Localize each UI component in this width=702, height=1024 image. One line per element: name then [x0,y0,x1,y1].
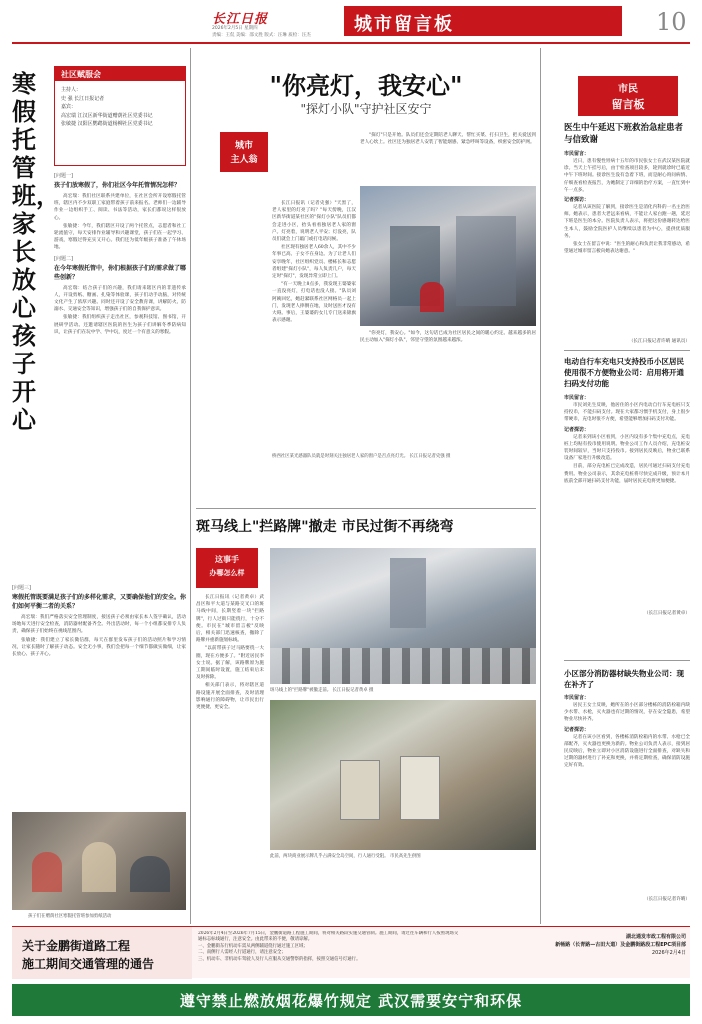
article-paragraph: 近日，患有慢性胃病十五年的市民张女士在武汉某医院就诊。当天上午挂号后，由于检查项目较多，轮到就诊时已临近中午下班时间。接诊医生没有急着下班，而是耐心询问病情、仔细查看检查报告，为她制定了详细的治疗方案，一直忙到中午一点多。 [564,159,690,193]
tag-citizen-message: 市民留言： [564,395,590,401]
q3-label: [问题三] [12,585,31,591]
notice-issuer: 湖北通发市政工程有限公司 [625,934,686,940]
masthead [212,6,692,40]
photo-figure [82,842,116,892]
article-paragraph: 长江日报讯（记者史强）"天黑了，老人家里的灯亮了吗？"每天傍晚，江汉区新华街道某社区的"探灯小队"队员们都会走进小区，抬头看看独居老人家的窗户。灯亮着，说明老人平安；灯没亮，队员们就会上门敲门或打电话问候。 [272,201,356,243]
sign-photo [270,700,536,850]
notice-date: 2026年2月4日 [651,950,686,956]
article-paragraph: 长江日报讯（记者黄卓）武昌区和平大道与某路交叉口的斑马线中间，长期竖着一块"拦路牌"，行人过街只能绕行，十分不便。市民在"城市留言板"反映后，相关部门迅速核查，撤除了路牌并重新施划标线。 [196,595,264,644]
tag-reporter-visit: 记者探访： [564,426,590,433]
q2-label: [问题二] [54,255,73,262]
q2-answer-2: 张敏捷：我们组织孩子走出社区，参观科技馆、图书馆，开展研学活动。还邀请辖区医院的医生为孩子们讲解冬季防病知识，让孩子们在玩中学、学中玩，度过一个有意义的寒假。 [54,315,186,335]
center-photo [360,186,536,326]
participant-line: 张敏捷 汉阳区鹦鹉街道杨柳社区党委书记 [61,121,153,127]
participant-line: 史 强 长江日报记者 [61,95,105,102]
section-divider [564,660,690,661]
article-paragraph: 居民王女士反映，她所在的小区部分楼栋的消防栓箱内缺少水带、水枪，灭火器也有过期的情况，存在安全隐患，希望物业尽快补齐。 [564,703,690,723]
tag-reporter-visit: 记者探访： [564,726,590,733]
q2-question: 在今年寒假托管中，你们根据孩子们的需求做了哪些创新？ [54,264,186,281]
photo-figure [130,856,170,892]
lower-headline: 斑马线上"拦路牌"撤走 市民过街不再绕弯 [196,519,454,535]
photo-sign-board [400,756,440,820]
badge-line-1: 城市 [234,141,253,151]
photo-person [420,282,444,312]
photo-sign-board [340,760,380,820]
traffic-notice [12,926,690,978]
forum-box [54,66,186,166]
right-h2: 电动自行车充电只支持投币小区居民使用很不方便物业公司：启用将开通扫码支付功能 [564,357,684,388]
article-paragraph: 市民刘先生反映，他居住的小区内电动自行车充电桩只支持投币，不能扫码支付。现在大家都习惯手机支付，身上很少带硬币，充电时很不方便，希望能够增加扫码支付功能。 [564,403,690,423]
forum-qa-1 [54,172,186,580]
q1-label: [问题一] [54,173,73,179]
article-paragraph: "有一天晚上8点多，我发现王婆婆家一直没亮灯，打电话也没人接。"队员刘阿姨回忆，她赶紧联系社区网格员一起上门，发现老人摔倒在地，及时送医才没有大碍。事后，王婆婆的女儿专门送来锦旗表示感谢。 [272,282,356,324]
center-article-col-1 [272,200,356,450]
q3-answer-1: 高宏瑞：我们严格落实安全管理制度，接送孩子必须由家长本人签字确认，活动场地每天进行安全检查，消防器材配备齐全。外出活动时，每一个小组都安排专人负责，确保孩子们始终在视线范围内。 [12,615,186,635]
tag-citizen-message: 市民留言： [564,151,590,157]
badge-line-1: 市民 [618,84,638,95]
crosswalk-photo-caption: 斑马线上的"拦路牌"被撤走前。 长江日报记者黄卓 摄 [270,688,374,693]
notice-issuer-2: 新畅路（长青路—古田大道）及金鹏街路段工程EPC项目部 [555,942,686,948]
crosswalk-photo [270,548,536,684]
center-headline: "你亮灯，我安心" [269,71,463,100]
section-banner [344,6,622,36]
section-divider [196,508,536,509]
center-article-col-2 [360,132,536,182]
city-owner-badge [220,132,268,172]
notice-title-2: 施工期间交通管理的通告 [22,957,155,971]
participant-line: 主持人： [61,87,82,93]
notice-title-block [12,927,192,979]
right-article-2 [564,394,690,608]
forum-qa-2 [12,584,186,810]
section-title: 城市留言板 [354,14,454,35]
q1-question: 孩子们放寒假了，你们社区今年托管情况怎样？ [54,182,181,189]
top-rule [12,42,690,44]
q2-answer-1: 高宏瑞：结合孩子们的兴趣，我们请来辖区内的非遗传承人，开设剪纸、糖画、扎染等体验课，孩子们动手动脑，对传统文化产生了浓厚兴趣。同时还开设了安全教育课，讲解防火、防溺水、交通安全等知识，增强孩子们的自我保护意识。 [54,285,186,313]
column-divider [540,48,541,924]
footer-banner [12,984,690,1016]
right-article-1 [564,150,690,336]
notice-body [198,931,460,977]
how-is-it-badge [196,548,258,588]
center-subheadline: "探灯小队"守护社区安宁 [300,102,432,116]
q3-question: 寒假托管既要满足孩子们的多样化需求，又要确保他们的安全。你们如何平衡二者的关系？ [12,594,186,610]
article-paragraph: "探灯"只是开始。队员们还会定期陪老人聊天、帮忙买菜、打扫卫生，把关爱送到老人心坎上。社区还为独居老人安装了智能烟感、紧急呼叫等设备，织密安全防护网。 [360,133,536,146]
article-paragraph: 记者来到该小区看到，小区内设有多个集中充电点，充电桩上均贴有投币使用说明。物业公司工作人员介绍，充电桩安装时间较早，当时只支持投币。接到居民反映后，物业已联系设备厂家进行升级改造。 [564,434,690,462]
article-paragraph: 张女士在留言中说："医生的耐心和负责让我非常感动，希望通过城市留言板向她表达谢意。" [564,242,690,255]
forum-box-title: 社区赋服会 [61,70,101,79]
article-paragraph: 记者从该医院了解到，接诊医生是消化内科的一名主治医师。她表示，患者大老远来看病，不能让人家白跑一趟，延迟下班是医生的本分。医院负责人表示，将把这份感谢转达给医生本人，鼓励全院医护人员继续以患者为中心，提供优质服务。 [564,205,690,239]
article-paragraph: 社区现有独居老人60余人，其中不少年事已高、子女不在身边。为了让老人们安享晚年，社区组织党员、楼栋长和志愿者组建"探灯小队"，每人负责几户，每天定时"探灯"，发现异常立即上门。 [272,245,356,280]
forum-participants [61,86,181,129]
article-paragraph: "你亮灯，我安心。"如今，这句话已成为社区居民之间的暖心约定。越来越多的居民主动加入"探灯小队"，邻里守望的氛围越来越浓。 [360,331,536,344]
forum-box-header [55,67,185,81]
badge-line-2: 留言板 [611,98,645,111]
notice-issuer-block [466,933,686,957]
newspaper-logo: 长江日报 [212,12,269,27]
column-divider [190,48,191,924]
photo-building [456,216,516,306]
article-paragraph: 记者在该小区看到，各楼栋消防栓箱内的水带、水枪已全部配齐，灭火器也更换为新的。物业公司负责人表示，接到居民反映后，物业立即对小区消防设施进行全面排查，对缺失和过期的器材进行了补充和更换，并将定期检查，确保消防设施完好有效。 [564,734,690,769]
tag-reporter-visit: 记者探访： [564,197,590,204]
right-article-3 [564,694,690,894]
article-paragraph: 相关部门表示，将对辖区道路设施开展全面排查，及时清理影响通行的障碍物，让市民出行更便捷、更安全。 [196,683,264,711]
left-photo [12,812,186,910]
lower-article-col [196,594,264,864]
tag-citizen-message: 市民留言： [564,695,590,701]
photo-figure [32,852,62,892]
right-h3: 小区部分消防器材缺失物业公司：现在补齐了 [564,669,684,689]
notice-title-1: 关于金鹏街道路工程 [22,939,131,953]
center-article-col-3 [360,330,536,450]
notice-item: 二、南侧行人需经人行道通行，请注意安全； [198,950,286,956]
participant-line: 高宏瑞 江汉区新华街道赠荫社区党委书记 [61,112,153,119]
badge-line-2: 办哪怎么样 [209,569,245,577]
footer-banner-text: 遵守禁止燃放烟花爆竹规定 武汉需要安宁和环保 [179,992,523,1010]
left-photo-caption: 孩子们在赠荫社区寒假托管班参加剪纸活动 [28,914,112,919]
q1-answer-2: 张敏捷：今年，我们辖区开设了两个托管点，志愿者和社工轮流值守，每天安排作业辅导和兴趣课堂，孩子们在一起学习、游戏，寒假过得充实又开心。我们还为低年级孩子准备了午休场地。 [54,223,186,251]
badge-line-2: 主人翁 [230,155,258,165]
badge-line-1: 这事手 [215,555,239,564]
participant-line: 嘉宾： [61,104,77,110]
q3-answer-2: 张敏捷：我们建立了家长微信群，每天在群里发布孩子们的活动照片和学习情况，让家长随时了解孩子动态。安全无小事，我们会把每一个细节都做实做细，让家长放心、孩子开心。 [12,637,186,658]
right-credit-2: （长江日报记者黄卓） [644,611,690,616]
photo-building [390,558,426,628]
right-h1: 医生中午延迟下班救治急症患者与信致谢 [564,123,684,145]
notice-item: 三、机动车、非机动车驾驶人及行人应服从交通警察的指挥，按照交通信号灯通行。 [198,956,361,962]
article-paragraph: 目前，部分充电桩已完成改造，居民可通过扫码支付充电费用。物业公司表示，其余充电桩将尽快完成升级，预计本月底前全部开通扫码支付功能，届时居民充电将更加便捷。 [564,464,690,484]
center-photo-caption: 桥西社区某光感器队员就是时刻关注独居老人家的窗户是否点亮灯光。 长江日报记者史强 摄 [272,454,451,459]
notice-item: 一、金鹏街东行机动车需从两侧辅道绕行通过施工区域； [198,943,308,949]
article-paragraph: "以前带孩子过马路要绕一大圈，现在方便多了。"附近居民李女士说。据了解，该路牌原为施工期间临时设置，施工结束后未及时拆除。 [196,646,264,681]
sign-photo-caption: 此前，两块商业展示牌几乎占满安全岛空间，行人通行受阻。 市民高先生供图 [270,854,421,859]
notice-text: 2026年2月4日至2026年7月15日，金鹏街道路工程施工期间，将对相关路段实施交通管制。施工期间，请过往车辆和行人按照现场交通标志标线通行，注意安全。由此带来的不便，敬请谅解。 [198,931,459,943]
citizen-board-badge [578,76,678,116]
page-number: 10 [656,8,687,36]
photo-crosswalk [270,648,536,684]
issue-date: 2026年2月5日 星期四 [212,26,258,31]
right-credit-1: （长江日报记者许晴 通讯员） [628,339,690,344]
left-headline-text: 寒假托管班，家长放心孩子开心 [12,69,60,434]
q1-answer-1: 高宏瑞：我们社区联系共建单位，在社区会所开设寒假托管班，辖区内不少双职工家庭带着孩子前来报名。老师们一边辅导作业一边组织手工、阅读、书法等活动，家长们都说这样很放心。 [54,194,186,221]
section-divider [564,350,690,351]
right-credit-3: （长江日报记者许晴） [644,897,690,902]
editors-line: 责编：王侃 美编：邵文胜 版式：汪琳 质检：汪杰 [212,33,311,38]
